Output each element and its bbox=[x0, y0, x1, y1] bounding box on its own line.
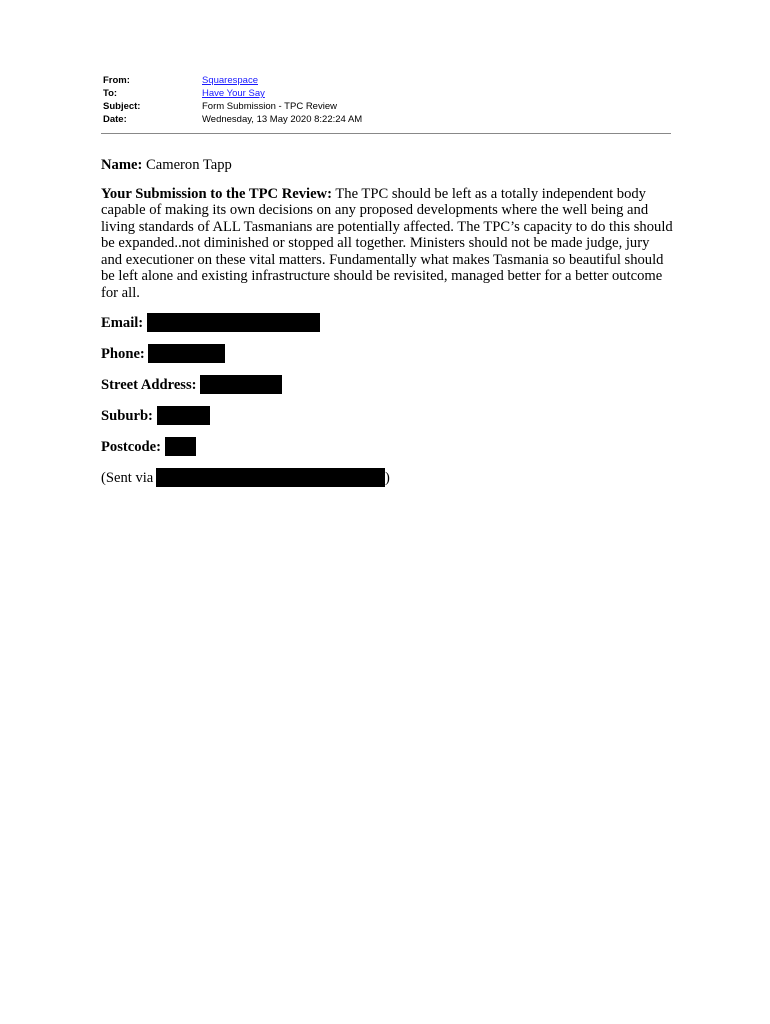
suburb-field bbox=[101, 406, 673, 425]
postcode-field bbox=[101, 437, 673, 456]
submission-text: The TPC should be left as a totally independent body capable of making its own decisions on any proposed developments where the well being and living standards of ALL Tasmanians are potentially affected. The TPC’s capacity to do this should be expanded..not diminished or stopped all together. Ministers should not be made judge, jury and executioner on these vital matters. Fundamentally what makes Tasmania so beautiful should be left alone and existing infrastructure should be revisited, managed better for a better outcome for all. bbox=[101, 185, 673, 301]
postcode-label: Postcode: bbox=[101, 439, 161, 455]
street-address-field bbox=[101, 375, 673, 394]
to-link[interactable]: Have Your Say bbox=[202, 88, 265, 99]
email-header bbox=[103, 74, 671, 126]
name-field bbox=[101, 157, 673, 174]
suburb-label: Suburb: bbox=[101, 408, 153, 424]
email-body bbox=[101, 157, 673, 499]
sent-via-prefix: (Sent via bbox=[101, 470, 154, 486]
email-redaction bbox=[147, 313, 320, 332]
street-address-redaction bbox=[200, 375, 282, 394]
subject-label: Subject: bbox=[103, 101, 141, 112]
header-subject-row bbox=[103, 100, 671, 113]
email-field bbox=[101, 313, 673, 332]
phone-redaction bbox=[148, 344, 225, 363]
to-label: To: bbox=[103, 88, 118, 99]
header-from-row bbox=[103, 74, 671, 87]
from-link[interactable]: Squarespace bbox=[202, 75, 258, 86]
name-label: Name: bbox=[101, 157, 143, 173]
subject-value: Form Submission - TPC Review bbox=[202, 101, 337, 112]
phone-field bbox=[101, 344, 673, 363]
submission-label: Your Submission to the TPC Review: bbox=[101, 185, 332, 202]
name-value: Cameron Tapp bbox=[146, 157, 232, 173]
header-to-row bbox=[103, 87, 671, 100]
postcode-redaction bbox=[165, 437, 196, 456]
email-label: Email: bbox=[101, 315, 144, 331]
phone-label: Phone: bbox=[101, 346, 145, 362]
street-address-label: Street Address: bbox=[101, 377, 197, 393]
from-label: From: bbox=[103, 75, 130, 86]
sent-via-suffix: ) bbox=[384, 470, 390, 486]
suburb-redaction bbox=[157, 406, 210, 425]
header-divider bbox=[101, 133, 671, 134]
sent-via-line bbox=[101, 468, 673, 487]
date-label: Date: bbox=[103, 114, 127, 125]
submission-field bbox=[101, 186, 673, 302]
date-value: Wednesday, 13 May 2020 8:22:24 AM bbox=[202, 114, 363, 125]
header-date-row bbox=[103, 113, 671, 126]
sent-via-redaction bbox=[156, 468, 385, 487]
